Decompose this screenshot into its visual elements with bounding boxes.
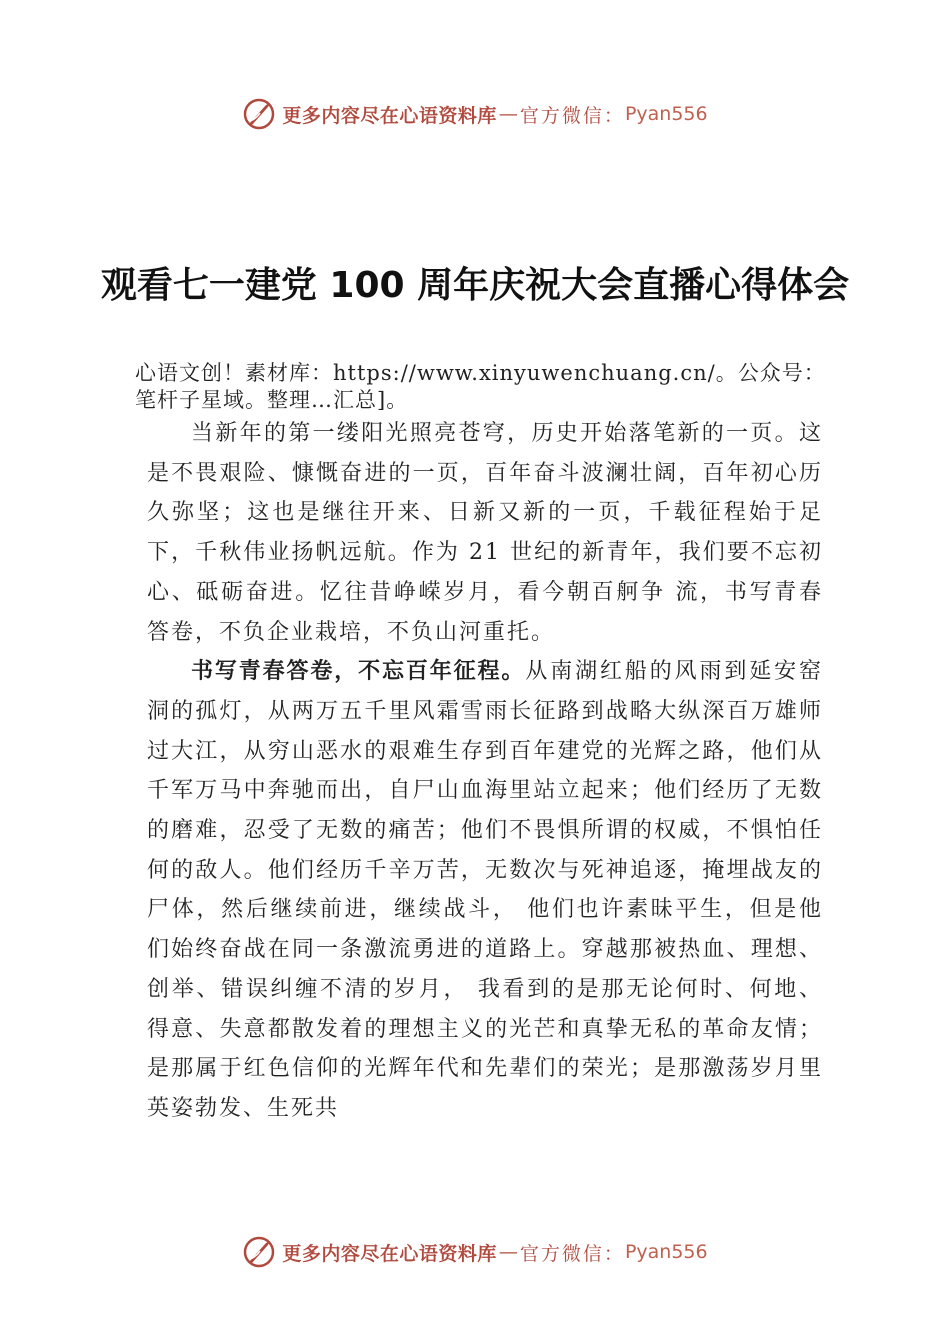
header-banner xyxy=(0,94,950,134)
banner-separator: — xyxy=(498,103,518,125)
banner-separator: — xyxy=(498,1241,518,1263)
banner-brand-text: 更多内容尽在心语资料库 xyxy=(282,1242,497,1265)
paragraph-1: 当新年的第一缕阳光照亮苍穹，历史开始落笔新的一页。这是不畏艰险、慷慨奋进的一页，百年奋斗波澜壮阔，百年初心历久弥坚；这也是继往开来、日新又新的一页，千载征程始于足下，千秋伟业扬帆远航。作为 21 世纪的新青年，我们要不忘初心、砥砺奋进。忆往昔峥嵘岁月，看今朝百舸争 流，书写青春答卷，不负企业栽培，不负山河重托。 xyxy=(147,421,823,645)
banner-wechat-label: 官方微信： xyxy=(519,104,625,127)
quill-logo-icon xyxy=(242,97,276,131)
banner-wechat-id: Pyan556 xyxy=(624,103,708,125)
banner-wechat-id: Pyan556 xyxy=(624,1241,708,1263)
footer-banner xyxy=(0,1232,950,1272)
paragraph-2-lead: 书写青春答卷，不忘百年征程。 xyxy=(191,659,526,685)
document-body xyxy=(147,414,823,1129)
source-line: 心语文创！素材库：https://www.xinyuwenchuang.cn/。公众号：笔杆子星域。整理…汇总]。 xyxy=(135,361,826,412)
paragraph-2 xyxy=(147,652,823,1128)
document-title: 观看七一建党 100 周年庆祝大会直播心得体会 xyxy=(100,265,850,306)
paragraph-2-text: 从南湖红船的风雨到延安窑洞的孤灯，从两万五千里风霜雪雨长征路到战略大纵深百万雄师过大江，从穷山恶水的艰难生存到百年建党的光辉之路，他们从千军万马中奔驰而出，自尸山血海里站立起来；他们经历了无数的磨难，忍受了无数的痛苦；他们不畏惧所谓的权威，不惧怕任何的敌人。他们经历千辛万苦，无数次与死神追逐，掩埋战友的尸体，然后继续前进，继续战斗， 他们也许素昧平生，但是他们始终奋战在同一条激流勇进的道路上。穿越那被热血、理想、创举、错误纠缠不清的岁月， 我看到的是那无论何时、何地、得意、失意都散发着的理想主义的光芒和真挚无私的革命友情；是那属于红色信仰的光辉年代和先辈们的荣光；是那激荡岁月里英姿勃发、生死共 xyxy=(147,659,823,1121)
quill-logo-icon xyxy=(242,1235,276,1269)
banner-brand-text: 更多内容尽在心语资料库 xyxy=(282,104,497,127)
banner-wechat-label: 官方微信： xyxy=(519,1242,625,1265)
